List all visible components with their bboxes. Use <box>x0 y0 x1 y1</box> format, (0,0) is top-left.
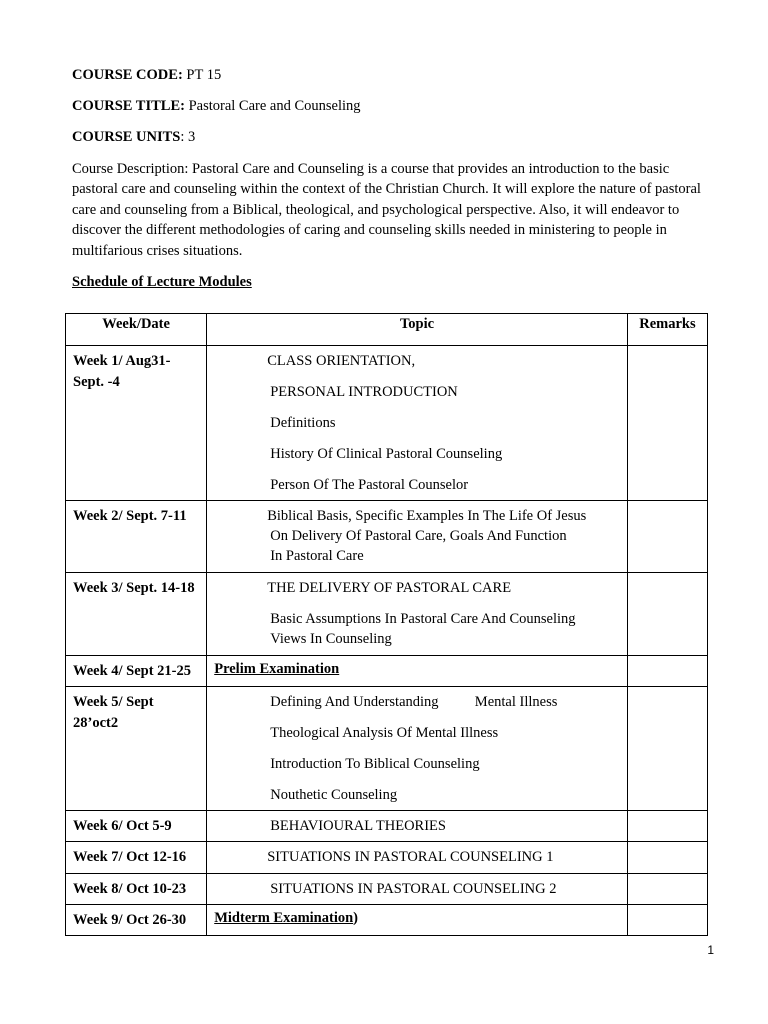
header-remarks: Remarks <box>627 314 707 346</box>
prelim-exam: Prelim Examination <box>214 661 340 677</box>
remarks-cell <box>627 874 707 905</box>
remarks-cell <box>627 811 707 842</box>
remarks-cell <box>627 905 707 936</box>
topic-line: Definitions <box>270 415 336 431</box>
week-cell: Week 2/ Sept. 7-11 <box>66 501 207 573</box>
table-row <box>66 687 708 811</box>
week-cell: Week 6/ Oct 5-9 <box>66 811 207 842</box>
topic-cell <box>207 687 628 811</box>
remarks-cell <box>627 573 707 656</box>
week-cell: Week 5/ Sept 28’oct2 <box>66 687 207 811</box>
week-cell: Week 7/ Oct 12-16 <box>66 842 207 874</box>
course-code-value: PT 15 <box>186 67 222 83</box>
topic-line: In Pastoral Care <box>270 548 364 564</box>
schedule-heading: Schedule of Lecture Modules <box>72 274 252 291</box>
course-units <box>72 128 708 146</box>
topic-line: Person Of The Pastoral Counselor <box>270 477 469 493</box>
topic-line: SITUATIONS IN PASTORAL COUNSELING 2 <box>270 881 557 897</box>
course-title <box>72 97 708 115</box>
topic-cell <box>207 501 628 573</box>
topic-line: CLASS ORIENTATION, <box>267 353 416 369</box>
topic-cell <box>207 905 628 936</box>
topic-line: Defining And Understanding Mental Illness <box>270 694 558 710</box>
table-row <box>66 501 708 573</box>
table-row <box>66 874 708 905</box>
course-code <box>72 66 708 84</box>
table-row <box>66 656 708 687</box>
topic-line: Basic Assumptions In Pastoral Care And Counseling <box>270 611 576 627</box>
topic-line: On Delivery Of Pastoral Care, Goals And Function <box>270 528 567 544</box>
page-number: 1 <box>707 943 714 957</box>
table-row <box>66 346 708 501</box>
table-header-row <box>66 314 708 346</box>
course-code-label: COURSE CODE: <box>72 67 183 83</box>
course-units-value: : 3 <box>180 129 196 145</box>
document-body <box>72 66 708 314</box>
week-cell: Week 4/ Sept 21-25 <box>66 656 207 687</box>
topic-cell <box>207 656 628 687</box>
topic-line: Views In Counseling <box>270 631 392 647</box>
topic-line: Nouthetic Counseling <box>270 787 398 803</box>
topic-line: Introduction To Biblical Counseling <box>270 756 480 772</box>
remarks-cell <box>627 501 707 573</box>
remarks-cell <box>627 656 707 687</box>
week-cell: Week 3/ Sept. 14-18 <box>66 573 207 656</box>
header-topic: Topic <box>207 314 628 346</box>
table-row <box>66 573 708 656</box>
topic-cell <box>207 842 628 874</box>
topic-cell <box>207 811 628 842</box>
course-description: Course Description: Pastoral Care and Counseling is a course that provides an introduction to the basic pastoral care and counseling within the context of the Christian Church. It will explore the nature of pastoral care and counseling from a Biblical, theological, and psychological perspective. Also, it will endeavor to discover the different methodologies of caring and counseling skills needed in ministering to people in multifarious crises situations. <box>72 161 701 259</box>
week-cell: Week 1/ Aug31- Sept. -4 <box>66 346 207 501</box>
course-title-value: Pastoral Care and Counseling <box>188 98 361 114</box>
topic-line: Biblical Basis, Specific Examples In The Life Of Jesus <box>267 508 587 524</box>
topic-line: History Of Clinical Pastoral Counseling <box>270 446 503 462</box>
course-title-label: COURSE TITLE: <box>72 98 185 114</box>
remarks-cell <box>627 687 707 811</box>
topic-line: BEHAVIOURAL THEORIES <box>270 818 446 834</box>
schedule-table <box>65 313 708 936</box>
topic-line: THE DELIVERY OF PASTORAL CARE <box>267 580 512 596</box>
topic-cell <box>207 573 628 656</box>
topic-line: PERSONAL INTRODUCTION <box>270 384 458 400</box>
topic-line: Theological Analysis Of Mental Illness <box>270 725 499 741</box>
topic-cell <box>207 874 628 905</box>
course-units-label: COURSE UNITS <box>72 129 181 145</box>
week-cell: Week 9/ Oct 26-30 <box>66 905 207 936</box>
topic-line: SITUATIONS IN PASTORAL COUNSELING 1 <box>267 849 554 865</box>
table-row <box>66 811 708 842</box>
table-row <box>66 905 708 936</box>
midterm-exam-suffix: ) <box>353 910 359 926</box>
remarks-cell <box>627 842 707 874</box>
midterm-exam: Midterm Examination <box>214 910 354 926</box>
week-cell: Week 8/ Oct 10-23 <box>66 874 207 905</box>
remarks-cell <box>627 346 707 501</box>
table-row <box>66 842 708 874</box>
topic-cell <box>207 346 628 501</box>
header-week: Week/Date <box>66 314 207 346</box>
